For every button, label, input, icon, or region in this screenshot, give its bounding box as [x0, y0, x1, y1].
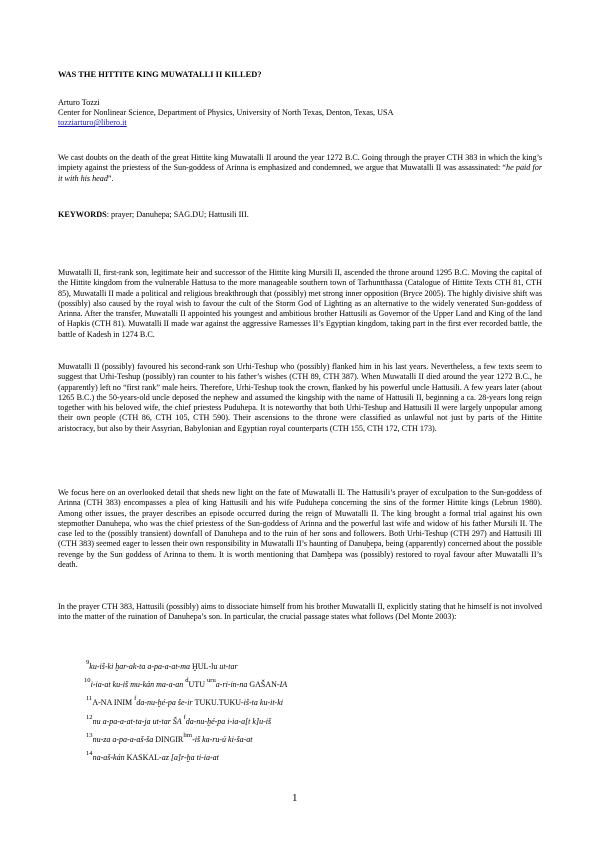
body-paragraph: Muwatalli II, first-rank son, legitimate heir and successor of the Hittite king Mursili II, ascended the throne around 1295 B.C. Moving the capital of the Hittite kingdom from the vulnerable Hattusa to the more manageable southern town of Tarhuntthassa (Catalogue of Hittite Texts CTH 81, CTH 85), Muwatalli II made a political and religious breakthrough that (possibly) met strong inner opposition (Bryce 2005). The highly divisive shift was (possibly) also caused by the royal wish to favour the cult of the Storm God of Lighting as an alternative to the widely venerated Sun-goddess of Arinna. After the transfer, Muwatalli II appointed his youngest and ambitious brother Hattusili as Governor of the Upper Land and King of the land of Hapkis (CTH 81). Muwatalli II made war against the aggressive Ramesses II’s Egyptian kingdom, taking part in the first ever recorded battle, the battle of Kadesh in 1274 B.C.: [58, 268, 542, 339]
transliteration-line: [84, 677, 288, 690]
transliteration-segment: ku-iš-ki ḫar-ak-ta a-pa-a-at-ma: [89, 662, 192, 671]
paper-title: WAS THE HITTITE KING MUWATALLI II KILLED?: [58, 70, 262, 79]
transliteration-segment: da-nu-ḫé-pa i-ia-a[t k]u-iš: [185, 716, 272, 726]
abstract-tail: ”.: [107, 173, 114, 183]
line-number: 9: [86, 659, 90, 666]
abstract-quote: he paid for it with his head: [58, 163, 542, 183]
determinative: d: [185, 677, 189, 685]
abstract: [58, 153, 542, 184]
abstract-text: We cast doubts on the death of the great Hittite king Muwatalli II around the year 1272 B.C. Going through the prayer CTH 383 in which the king’s impiety against the priestess of the Sun-goddess of Arinna is emphasized and condemned, we argue that Muwatalli II was assassinated: “: [58, 153, 542, 173]
transliteration-line: [86, 713, 272, 726]
transliteration-segment: i-ia-at ku-iš mu-kán ma-a-an: [90, 680, 186, 690]
line-number: 11: [86, 695, 93, 703]
transliteration-segment: UTU: [188, 680, 207, 690]
author-name: Arturo Tozzi: [58, 98, 100, 107]
transliteration-segment: na-aš-kán: [92, 753, 127, 762]
keywords-list: : prayer; Danuhepa; SAG.DU; Hattusili III.: [106, 210, 249, 219]
body-paragraph: Muwatalli II (possibly) favoured his second-rank son Urhi-Teshup who (possibly) flanked him in his last years. Nevertheless, a few texts seem to suggest that Urhi-Teshup (possibly) ran counter to his father’s wishes (CTH 89, CTH 387). When Muwatalli II died around the year 1272 B.C., he (apparently) left no “first rank” male heirs. Therefore, Urhi-Teshup took the crown, flanked by his powerful uncle Hattusili. A few years later (about 1265 B.C.) the 50-years-old uncle deposed the nephew and assumed the kingship with the name of Hattusili II, beginning a ca. 28-years long reign together with his beloved wife, the chief priestess Puduhepa. It is noteworthy that both Urhi-Teshup and Hattusili II were largely unpopular among their own people (CTH 86, CTH 105, CTH 590). Their ascensions to the throne were classified as unlawful not just by parts of the Hittite aristocracy, but also by their Assyrian, Babylonian and Egyptian royal counterparts (CTH 155, CTH 172, CTH 173).: [58, 362, 542, 433]
transliteration-segment: az [a]r-ḫa ti-ia-at: [161, 753, 219, 762]
transliteration-segment: da-nu-ḫé-pa še-ir: [136, 698, 195, 708]
transliteration-segment: KASKAL-: [126, 753, 162, 762]
determinative: f: [183, 713, 186, 721]
transliteration-segment: TUKU.TUKU-: [194, 698, 244, 708]
transliteration-segment: iš-ta ku-it-ki: [243, 698, 283, 708]
page-number: 1: [292, 792, 298, 804]
transliteration-segment: -iš ka-ru-ú ki-ša-at: [192, 734, 253, 744]
transliteration-line: [86, 750, 219, 762]
keywords-label: KEYWORDS: [58, 210, 107, 219]
line-number: 10: [84, 677, 91, 685]
author-affiliation: Center for Nonlinear Science, Department of Physics, University of North Texas, Denton, Texas, USA: [58, 108, 394, 117]
determinative: f: [134, 695, 137, 703]
line-number: 13: [86, 731, 93, 739]
transliteration-segment: DINGIR: [155, 734, 184, 744]
line-number: 12: [86, 713, 93, 721]
author-email-link[interactable]: tozziarturo@libero.it: [58, 118, 127, 127]
transliteration-segment: nu-za a-pa-a-aš-ša: [92, 734, 156, 744]
line-number: 14: [86, 750, 93, 757]
transliteration-line: [86, 695, 283, 708]
transliteration-line: [86, 659, 238, 671]
transliteration-segment: GAŠAN-: [249, 680, 280, 690]
transliteration-segment: ut-tar: [219, 662, 238, 671]
determinative: lim: [183, 731, 193, 739]
transliteration-segment: a-ri-in-na: [215, 680, 250, 690]
keywords: [58, 210, 249, 219]
body-paragraph: We focus here on an overlooked detail that sheds new light on the fate of Muwatalli II. The Hattusili’s prayer of exculpation to the Sun-goddess of Arinna (CTH 383) encompasses a plea of king Hattusili and his wife Puduhepa concerning the sins of the former Hittite kings (Lebrun 1980). Among other issues, the prayer describes an episode occurred during the reign of Muwatalli II. The king brought a formal trial against his own stepmother Danuhepa, who was the chief priestess of the Sun-goddess of Arinna and the powerful last wife and widow of his father Mursili II. The case led to the (possibly transient) downfall of Danuhepa and to the ruin of her sons and followers. Both Urhi-Teshup (CTH 297) and Hattusili III (CTH 383) seemed eager to lessen their own responsibility in Muwatalli II’s haunting of Danuḫepa, being (apparently) concerned about the possible revenge by the Sun goddess of Arinna to them. It is worth mentioning that Damḫepa was (possibly) restored to royal favour after Muwatalli II’s death.: [58, 488, 542, 570]
transliteration-segment: INIM: [113, 698, 135, 708]
transliteration-segment: A-NA: [92, 698, 114, 708]
transliteration-segment: ḪUL-lu: [192, 662, 220, 671]
transliteration-segment: IA: [279, 680, 288, 690]
transliteration-line: [86, 731, 253, 744]
body-paragraph: In the prayer CTH 383, Hattusili (possibly) aims to dissociate himself from his brother Muwatalli II, explicitly stating that he himself is not involved into the matter of the ruination of Danuhepa’s son. In particular, the crucial passage states what follows (Del Monte 2003):: [58, 602, 542, 622]
determinative: uru: [207, 677, 216, 685]
transliteration-segment: nu a-pa-a-at-ta-ja ut-tar ŠA: [92, 716, 184, 726]
